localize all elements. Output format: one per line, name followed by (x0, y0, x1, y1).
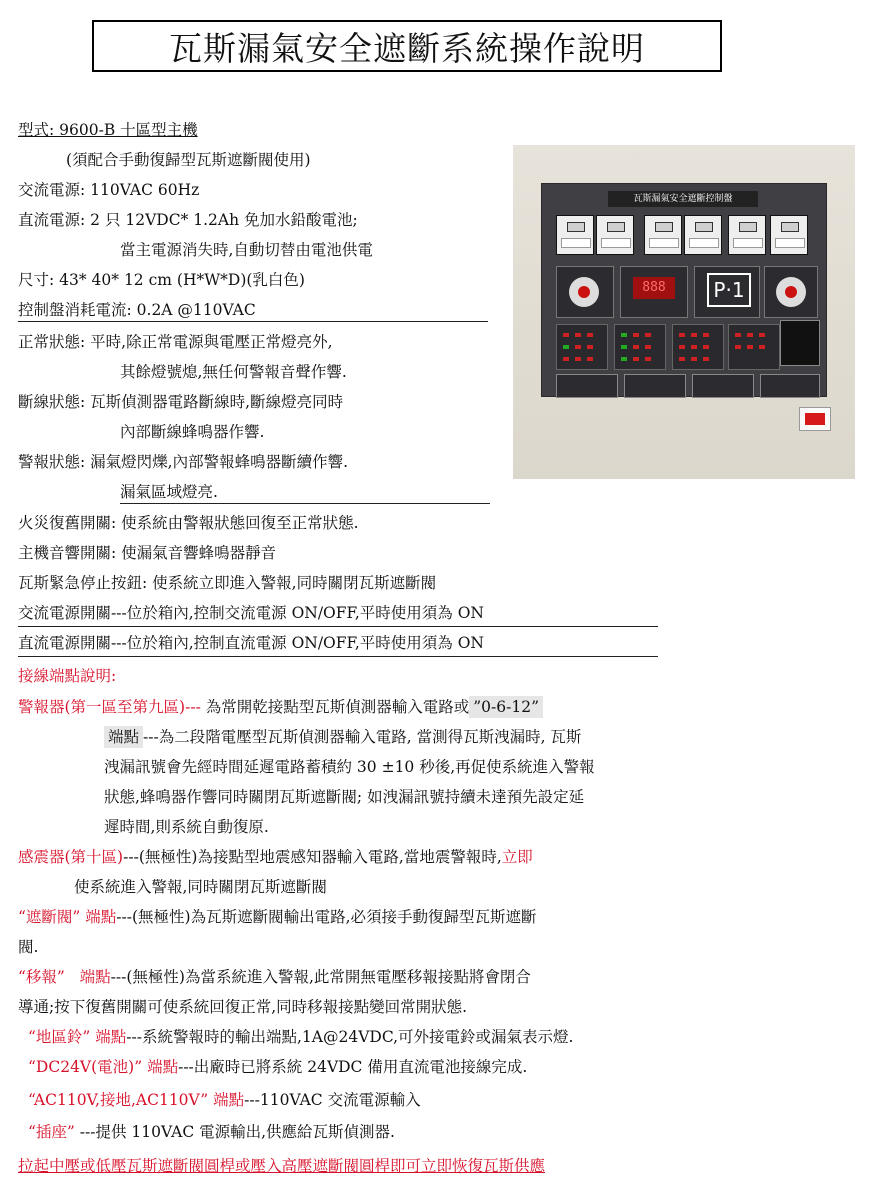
terminal-quake-line: 使系統進入警報,同時關閉瓦斯遮斷閥 (74, 878, 327, 896)
zone-lamp (684, 215, 722, 255)
switch-dc: 直流電源開關---位於箱內,控制直流電源 ON/OFF,平時使用須為 ON (18, 634, 484, 652)
zone-lamp (770, 215, 808, 255)
terminal-alarm (18, 697, 543, 717)
control-panel (541, 183, 827, 397)
switch-emergency: 瓦斯緊急停止按鈕: 使系統立即進入警報,同時關閉瓦斯遮斷閥 (18, 574, 437, 592)
divider (120, 503, 490, 504)
page-title: 瓦斯漏氣安全遮斷系統操作說明 (92, 20, 722, 72)
spec-current: 控制盤消耗電流: 0.2A @110VAC (18, 301, 256, 319)
state-alarm-cont: 漏氣區域燈亮. (120, 483, 218, 501)
terminal-socket: “插座” ---提供 110VAC 電源輸出,供應給瓦斯偵測器. (28, 1123, 395, 1141)
terminal-socket-label: “插座” (28, 1123, 75, 1141)
panel-title: 瓦斯漏氣安全遮斷控制盤 (608, 191, 758, 207)
terminal-valve-line: 閥. (18, 938, 39, 956)
led-group (556, 324, 608, 370)
control-panel-photo (513, 145, 855, 479)
terminal-alarm-label: 警報器(第一區至第九區)--- (18, 698, 201, 716)
spec-size: 尺寸: 43* 40* 12 cm (H*W*D)(乳白色) (18, 271, 305, 289)
switch-box (624, 374, 686, 398)
terminal-relay: “移報” 端點---(無極性)為當系統進入警報,此常開無電壓移報接點將會閉合 (18, 968, 531, 986)
terminal-alarm-line: 遲時間,則系統自動復原. (104, 818, 269, 836)
spec-dc-power: 直流電源: 2 只 12VDC* 1.2Ah 免加水鉛酸電池; (18, 211, 358, 229)
terminal-ac110v: “AC110V,接地,AC110V” 端點---110VAC 交流電源輸入 (28, 1091, 421, 1109)
terminal-quake-label: 感震器(第十區) (18, 848, 124, 866)
terminal-alarm-line: 端點 ---為二段階電壓型瓦斯偵測器輸入電路, 當測得瓦斯洩漏時, 瓦斯 (104, 727, 581, 747)
terminal-bell: “地區鈴” 端點---系統警報時的輸出端點,1A@24VDC,可外接電鈴或漏氣表示燈. (28, 1028, 574, 1046)
p1-display: P·1 (694, 266, 760, 318)
switch-reset: 火災復舊開關: 使系統由警報狀態回復至正常狀態. (18, 514, 359, 532)
led-group (614, 324, 666, 370)
divider (18, 626, 658, 627)
switch-ac: 交流電源開關---位於箱內,控制交流電源 ON/OFF,平時使用須為 ON (18, 604, 484, 622)
zone-lamp (596, 215, 634, 255)
terminal-valve: “遮斷閥” 端點---(無極性)為瓦斯遮斷閥輸出電路,必須接手動復歸型瓦斯遮斷 (18, 908, 537, 926)
divider (18, 321, 488, 322)
footer-instruction: 拉起中壓或低壓瓦斯遮斷閥圓桿或壓入高壓遮斷閥圓桿即可立即恢復瓦斯供應 (18, 1157, 546, 1175)
state-alarm: 警報狀態: 漏氣燈閃爍,內部警報蜂鳴器斷續作響. (18, 453, 349, 471)
panel-window (780, 320, 820, 366)
switch-mute: 主機音響開關: 使漏氣音響蜂鳴器靜音 (18, 544, 277, 562)
terminals-heading: 接線端點說明: (18, 667, 117, 685)
terminal-dc24v-label: “DC24V(電池)” 端點 (28, 1058, 179, 1076)
terminal-dc24v: “DC24V(電池)” 端點---出廠時已將系統 24VDC 備用直流電池接線完成. (28, 1058, 528, 1076)
segment-display: 888 (620, 266, 688, 318)
spec-model: 型式: 9600-B 十區型主機 (18, 121, 198, 139)
terminal-alarm-highlight2: 端點 (104, 726, 143, 748)
terminal-quake: 感震器(第十區)---(無極性)為接點型地震感知器輸入電路,當地震警報時,立即 (18, 848, 533, 866)
terminal-alarm-line: 洩漏訊號會先經時間延遲電路蓄積約 30 ±10 秒後,再促使系統進入警報 (104, 758, 595, 776)
state-normal-cont: 其餘燈號熄,無任何警報音聲作響. (120, 363, 347, 381)
switch-box (556, 374, 618, 398)
terminal-relay-line: 導通;按下復舊開關可使系統回復正常,同時移報接點變回常開狀態. (18, 998, 468, 1016)
status-dial (764, 266, 818, 318)
led-group (728, 324, 780, 370)
alarm-dial (556, 266, 614, 318)
terminal-alarm-highlight: ”0-6-12” (469, 696, 543, 718)
terminal-relay-label: “移報” 端點 (18, 968, 111, 986)
switch-box (760, 374, 820, 398)
spec-note: (須配合手動復歸型瓦斯遮斷閥使用) (66, 151, 311, 169)
terminal-alarm-text: 為常開乾接點型瓦斯偵測器輸入電路或 (200, 698, 470, 716)
state-broken-cont: 內部斷線蜂鳴器作響. (120, 423, 265, 441)
zone-lamp (644, 215, 682, 255)
emergency-stop-button (799, 407, 831, 431)
spec-dc-power-note: 當主電源消失時,自動切替由電池供電 (120, 241, 373, 259)
state-broken: 斷線狀態: 瓦斯偵測器電路斷線時,斷線燈亮同時 (18, 393, 344, 411)
switch-box (692, 374, 754, 398)
divider (18, 656, 658, 657)
led-group (672, 324, 724, 370)
terminal-valve-label: “遮斷閥” 端點 (18, 908, 117, 926)
terminal-bell-label: “地區鈴” 端點 (28, 1028, 127, 1046)
zone-lamp (556, 215, 594, 255)
zone-lamp (728, 215, 766, 255)
terminal-alarm-line: 狀態,蜂鳴器作響同時關閉瓦斯遮斷閥; 如洩漏訊號持續未達預先設定延 (104, 788, 585, 806)
state-normal: 正常狀態: 平時,除正常電源與電壓正常燈亮外, (18, 333, 333, 351)
spec-ac-power: 交流電源: 110VAC 60Hz (18, 181, 200, 199)
terminal-ac110v-label: “AC110V,接地,AC110V” 端點 (28, 1091, 245, 1109)
